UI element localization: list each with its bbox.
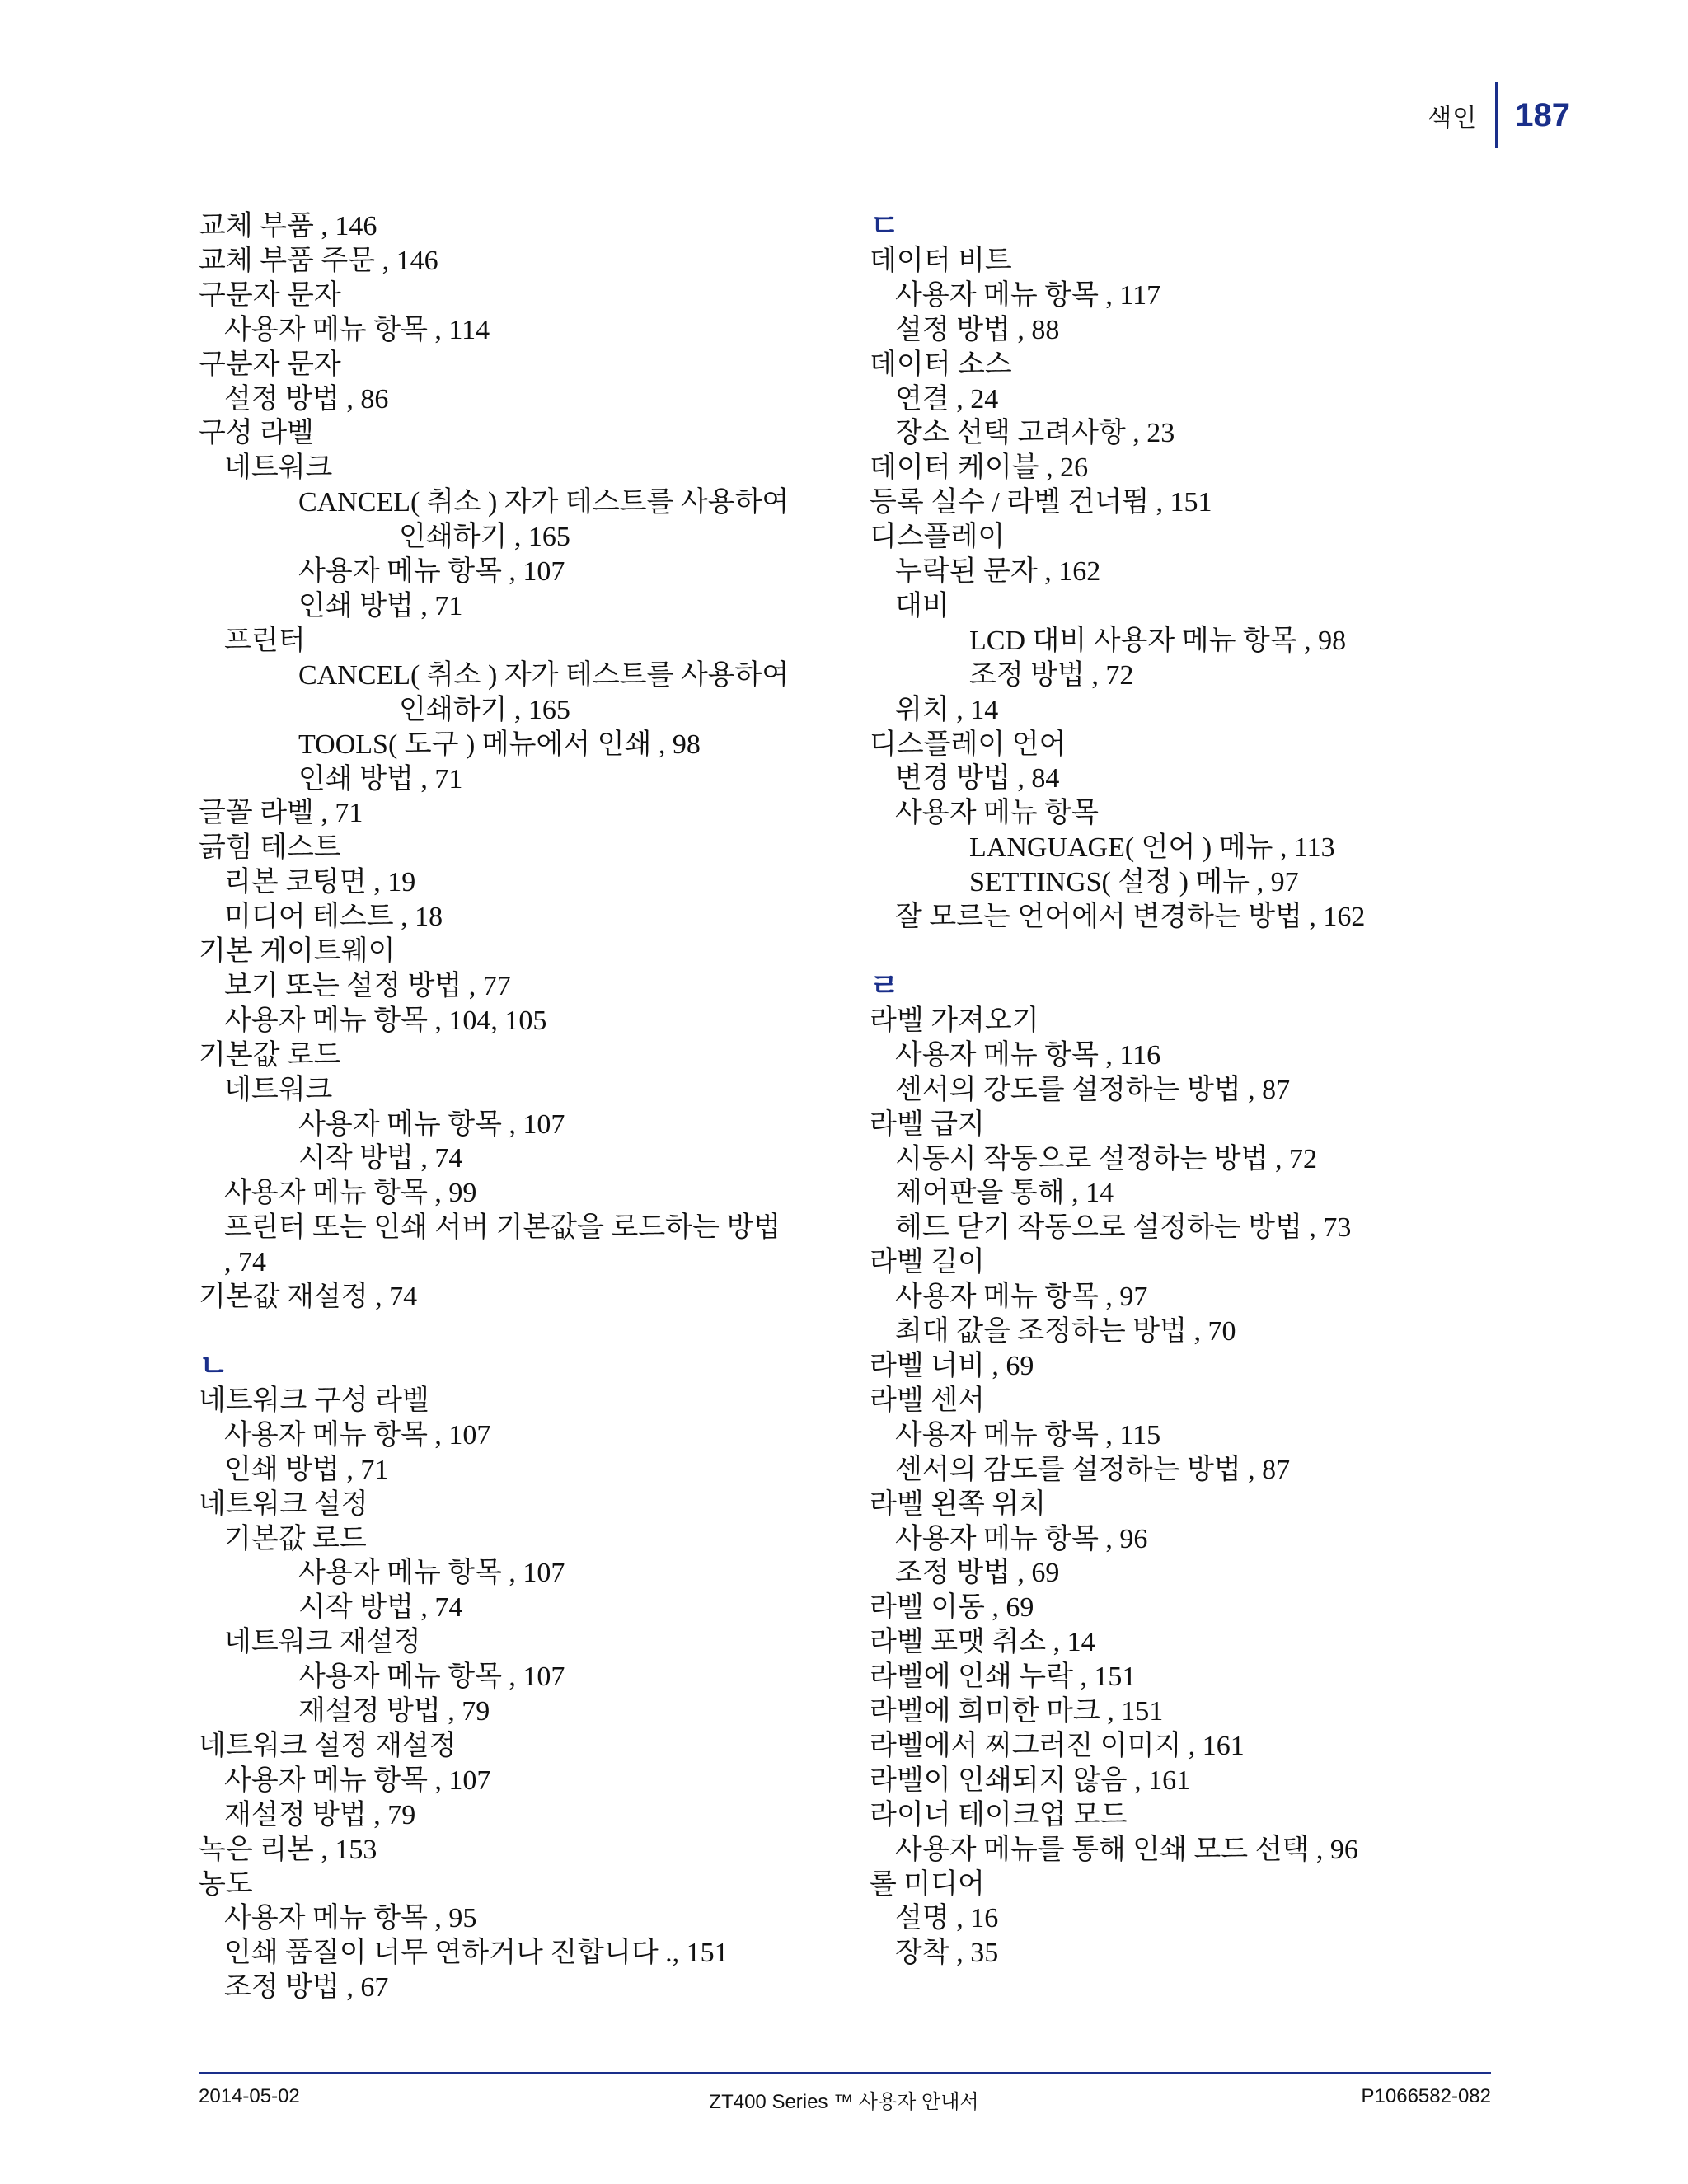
index-entry: 농도 xyxy=(199,1868,253,1900)
index-subentry: 누락된 문자 , 162 xyxy=(895,556,1101,588)
index-subentry: 프린터 또는 인쇄 서버 기본값을 로드하는 방법 xyxy=(224,1212,781,1244)
index-entry: 긁힘 테스트 xyxy=(199,832,341,864)
index-subentry: TOOLS( 도구 ) 메뉴에서 인쇄 , 98 xyxy=(298,729,701,760)
index-subentry: 사용자 메뉴 항목 , 107 xyxy=(298,1661,565,1693)
index-entry: 녹은 리본 , 153 xyxy=(199,1834,377,1865)
index-subentry: 사용자 메뉴 항목 , 97 xyxy=(895,1282,1148,1313)
index-subentry: 사용자 메뉴 항목 , 95 xyxy=(224,1903,477,1934)
index-subentry: 장소 선택 고려사항 , 23 xyxy=(895,418,1175,449)
section-spacer xyxy=(199,1315,842,1349)
index-subentry: 사용자 메뉴 항목 , 107 xyxy=(224,1419,491,1451)
index-subentry: 사용자 메뉴 항목 xyxy=(895,798,1099,829)
page-header xyxy=(1428,82,1570,148)
header-divider xyxy=(1495,82,1498,148)
index-subentry: 사용자 메뉴 항목 , 117 xyxy=(895,279,1161,311)
index-entry: 라벨에 인쇄 누락 , 151 xyxy=(870,1661,1137,1693)
index-subentry: 설명 , 16 xyxy=(895,1903,999,1934)
index-subentry: 네트워크 xyxy=(224,1074,333,1105)
index-subentry: LANGUAGE( 언어 ) 메뉴 , 113 xyxy=(969,832,1335,864)
index-subentry: , 74 xyxy=(224,1247,266,1278)
index-entry: 네트워크 설정 재설정 xyxy=(199,1730,457,1761)
index-subentry: 인쇄 방법 , 71 xyxy=(224,1454,389,1485)
index-entry: 라이너 테이크업 모드 xyxy=(870,1799,1128,1830)
index-subentry: SETTINGS( 설정 ) 메뉴 , 97 xyxy=(969,867,1299,898)
index-subentry: 사용자 메뉴 항목 , 115 xyxy=(895,1419,1161,1451)
index-subentry: 사용자 메뉴 항목 , 114 xyxy=(224,314,490,345)
index-subentry: 최대 값을 조정하는 방법 , 70 xyxy=(895,1316,1236,1347)
index-subentry: 사용자 메뉴 항목 , 99 xyxy=(224,1178,477,1209)
index-entry: 라벨 포맷 취소 , 14 xyxy=(870,1627,1095,1658)
index-subentry: 장착 , 35 xyxy=(895,1938,999,1969)
index-subentry: 설정 방법 , 88 xyxy=(895,314,1060,345)
index-subentry: 인쇄 품질이 너무 연하거나 진합니다 ., 151 xyxy=(224,1938,729,1969)
index-entry: 디스플레이 언어 xyxy=(870,729,1067,760)
index-subentry: 잘 모르는 언어에서 변경하는 방법 , 162 xyxy=(895,902,1366,933)
footer-divider xyxy=(199,2072,1491,2074)
index-subentry: 인쇄 방법 , 71 xyxy=(298,763,463,794)
index-entry: 기본 게이트웨이 xyxy=(199,936,396,968)
index-entry: 라벨 길이 xyxy=(870,1247,985,1278)
index-subentry: 조정 방법 , 72 xyxy=(969,659,1134,691)
index-subentry: 보기 또는 설정 방법 , 77 xyxy=(224,970,511,1001)
index-entry: 구문자 문자 xyxy=(199,279,341,311)
index-subentry: 시동시 작동으로 설정하는 방법 , 72 xyxy=(895,1143,1317,1174)
index-subentry: 네트워크 xyxy=(224,452,333,484)
index-subentry: 리본 코팅면 , 19 xyxy=(224,867,416,898)
index-entry: 라벨에 희미한 마크 , 151 xyxy=(870,1696,1164,1727)
index-entry: 기본값 로드 xyxy=(199,1039,341,1071)
index-entry: 글꼴 라벨 , 71 xyxy=(199,798,363,829)
footer-doc-id: P1066582-082 xyxy=(1361,2085,1491,2107)
index-entry: 라벨 급지 xyxy=(870,1108,985,1140)
index-entry: 구분자 문자 xyxy=(199,349,341,380)
index-entry: 교체 부품 주문 , 146 xyxy=(199,245,438,276)
index-subentry: 재설정 방법 , 79 xyxy=(224,1799,416,1830)
index-entry: 라벨 너비 , 69 xyxy=(870,1350,1034,1381)
index-subentry: 시작 방법 , 74 xyxy=(298,1143,463,1174)
section-spacer xyxy=(870,935,1512,969)
index-entry: 네트워크 설정 xyxy=(199,1488,368,1520)
index-subentry: 사용자 메뉴 항목 , 107 xyxy=(298,1108,565,1140)
index-subentry: CANCEL( 취소 ) 자가 테스트를 사용하여 xyxy=(298,487,790,518)
index-subentry: 시작 방법 , 74 xyxy=(298,1592,463,1624)
index-subentry: 대비 xyxy=(895,590,950,621)
index-subentry: 조정 방법 , 67 xyxy=(224,1972,389,2004)
index-letter-heading: ㄴ xyxy=(199,1347,229,1384)
index-entry: 라벨에서 찌그러진 이미지 , 161 xyxy=(870,1730,1245,1761)
index-entry: 라벨 가져오기 xyxy=(870,1005,1039,1036)
index-subentry: 설정 방법 , 86 xyxy=(224,383,389,415)
index-subentry: 연결 , 24 xyxy=(895,383,999,415)
index-subentry: 사용자 메뉴 항목 , 96 xyxy=(895,1523,1148,1554)
section-title: 색인 xyxy=(1428,104,1478,133)
index-letter-heading: ㄹ xyxy=(870,968,900,1005)
index-subentry: 사용자 메뉴 항목 , 104, 105 xyxy=(224,1005,547,1036)
index-entry: 라벨 이동 , 69 xyxy=(870,1592,1034,1624)
index-subentry: 헤드 닫기 작동으로 설정하는 방법 , 73 xyxy=(895,1212,1352,1244)
index-subentry: 사용자 메뉴 항목 , 107 xyxy=(224,1765,491,1796)
index-entry: 교체 부품 , 146 xyxy=(199,211,377,241)
index-subentry: LCD 대비 사용자 메뉴 항목 , 98 xyxy=(969,625,1347,656)
index-subentry: 사용자 메뉴를 통해 인쇄 모드 선택 , 96 xyxy=(895,1834,1358,1865)
index-subentry: 사용자 메뉴 항목 , 107 xyxy=(298,1558,565,1589)
index-subentry: 사용자 메뉴 항목 , 116 xyxy=(895,1039,1161,1071)
index-subentry: 센서의 강도를 설정하는 방법 , 87 xyxy=(895,1074,1291,1105)
index-subentry: 기본값 로드 xyxy=(224,1523,367,1554)
index-entry: 데이터 소스 xyxy=(870,349,1012,380)
index-entry: 데이터 비트 xyxy=(870,245,1012,276)
index-subentry: 인쇄 방법 , 71 xyxy=(298,590,463,621)
index-subentry: 재설정 방법 , 79 xyxy=(298,1696,490,1727)
footer-title: ZT400 Series ™ 사용자 안내서 xyxy=(709,2091,979,2113)
index-entry: 네트워크 구성 라벨 xyxy=(199,1385,429,1416)
index-subentry: 인쇄하기 , 165 xyxy=(399,522,570,553)
index-entry: 구성 라벨 xyxy=(199,418,314,449)
page-number: 187 xyxy=(1515,96,1570,134)
index-column-right xyxy=(870,209,1512,1971)
index-subentry: 센서의 감도를 설정하는 방법 , 87 xyxy=(895,1454,1291,1485)
index-subentry: 변경 방법 , 84 xyxy=(895,763,1060,794)
index-subentry: 제어판을 통해 , 14 xyxy=(895,1178,1114,1209)
index-subentry: CANCEL( 취소 ) 자가 테스트를 사용하여 xyxy=(298,659,790,691)
index-entry: 롤 미디어 xyxy=(870,1868,985,1900)
index-entry: 등록 실수 / 라벨 건너뜀 , 151 xyxy=(870,487,1212,518)
index-entry: 라벨 센서 xyxy=(870,1385,985,1416)
index-letter-heading: ㄷ xyxy=(870,208,900,244)
index-entry: 디스플레이 xyxy=(870,522,1006,553)
index-subentry: 미디어 테스트 , 18 xyxy=(224,902,443,933)
index-column-left xyxy=(199,209,842,2005)
index-subentry: 위치 , 14 xyxy=(895,694,999,725)
index-subentry: 프린터 xyxy=(224,625,306,656)
index-entry: 라벨 왼쪽 위치 xyxy=(870,1488,1047,1520)
index-subentry: 조정 방법 , 69 xyxy=(895,1558,1060,1589)
index-subentry: 인쇄하기 , 165 xyxy=(399,694,570,725)
index-entry: 라벨이 인쇄되지 않음 , 161 xyxy=(870,1765,1191,1796)
index-entry: 기본값 재설정 , 74 xyxy=(199,1282,418,1313)
index-subentry: 네트워크 재설정 xyxy=(224,1627,421,1658)
index-subentry: 사용자 메뉴 항목 , 107 xyxy=(298,556,565,588)
footer-date: 2014-05-02 xyxy=(199,2085,300,2107)
index-entry: 데이터 케이블 , 26 xyxy=(870,452,1089,484)
